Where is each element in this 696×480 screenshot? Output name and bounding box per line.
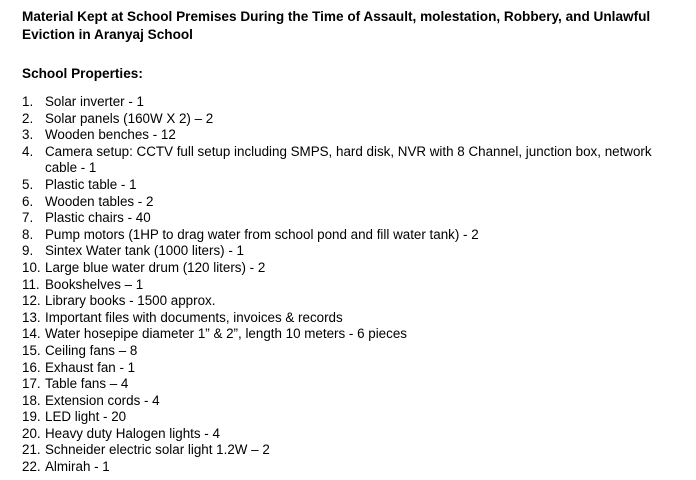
list-item <box>22 210 687 227</box>
item-number: 1. <box>22 94 34 109</box>
item-number: 3. <box>22 127 34 143</box>
item-text: Large blue water drum (120 liters) - 2 <box>45 259 266 275</box>
item-number: 18. <box>22 392 41 408</box>
list-item <box>22 326 687 343</box>
item-text: Bookshelves – 1 <box>45 276 144 292</box>
item-number: 10. <box>22 259 41 275</box>
list-item <box>22 277 687 294</box>
item-number: 9. <box>22 243 34 259</box>
item-text: Schneider electric solar light 1.2W – 2 <box>45 442 270 458</box>
item-text: Almirah - 1 <box>45 459 110 475</box>
item-text: Ceiling fans – 8 <box>45 342 138 358</box>
item-text: LED light - 20 <box>45 409 127 425</box>
document-title: Material Kept at School Premises During the Time of Assault, molestation, Robbery, and Unlawful Eviction in Aranyaj School <box>22 9 651 42</box>
list-item <box>22 177 687 194</box>
item-number: 2. <box>22 110 34 126</box>
property-list <box>22 94 687 476</box>
item-text: Important files with documents, invoices & records <box>45 309 343 325</box>
list-item <box>22 243 687 260</box>
list-item <box>22 310 687 327</box>
list-item <box>22 459 687 476</box>
list-item <box>22 227 687 244</box>
item-text: Plastic chairs - 40 <box>45 210 151 226</box>
item-text: Library books - 1500 approx. <box>45 293 216 309</box>
item-text: Exhaust fan - 1 <box>45 359 136 375</box>
list-item <box>22 442 687 459</box>
item-text: Wooden tables - 2 <box>45 193 154 209</box>
list-item <box>22 343 687 360</box>
item-number: 7. <box>22 210 34 226</box>
list-item <box>22 409 687 426</box>
item-number: 11. <box>22 276 40 292</box>
item-text: Heavy duty Halogen lights - 4 <box>45 425 220 441</box>
item-text: Sintex Water tank (1000 liters) - 1 <box>45 243 244 259</box>
item-number: 20. <box>22 425 41 441</box>
list-item <box>22 127 687 144</box>
item-number: 21. <box>22 442 41 458</box>
item-number: 13. <box>22 309 41 325</box>
item-number: 14. <box>22 326 41 342</box>
item-text: Table fans – 4 <box>45 376 129 392</box>
item-text: Solar panels (160W X 2) – 2 <box>45 110 214 126</box>
item-text: Water hosepipe diameter 1” & 2”, length 10 meters - 6 pieces <box>45 326 407 342</box>
list-item <box>22 426 687 443</box>
item-number: 22. <box>22 459 41 475</box>
item-text: Wooden benches - 12 <box>45 127 176 143</box>
item-number: 16. <box>22 359 41 375</box>
list-item <box>22 260 687 277</box>
item-number: 8. <box>22 226 34 242</box>
item-number: 5. <box>22 176 34 192</box>
item-text: Plastic table - 1 <box>45 176 137 192</box>
item-number: 15. <box>22 342 41 358</box>
list-item <box>22 360 687 377</box>
item-text: Pump motors (1HP to drag water from school pond and fill water tank) - 2 <box>45 226 479 242</box>
item-number: 6. <box>22 193 34 209</box>
list-item <box>22 144 687 177</box>
list-item <box>22 194 687 211</box>
item-number: 19. <box>22 409 41 425</box>
item-number: 12. <box>22 293 41 309</box>
item-text: Extension cords - 4 <box>45 392 160 408</box>
item-text: Camera setup: CCTV full setup including SMPS, hard disk, NVR with 8 Channel, junction box, network cable - 1 <box>45 143 652 176</box>
item-number: 4. <box>22 143 34 159</box>
section-heading: School Properties: <box>22 66 143 81</box>
item-number: 17. <box>22 376 41 392</box>
list-item <box>22 376 687 393</box>
list-item <box>22 94 687 111</box>
list-item <box>22 293 687 310</box>
list-item <box>22 111 687 128</box>
list-item <box>22 393 687 410</box>
item-text: Solar inverter - 1 <box>45 94 144 109</box>
